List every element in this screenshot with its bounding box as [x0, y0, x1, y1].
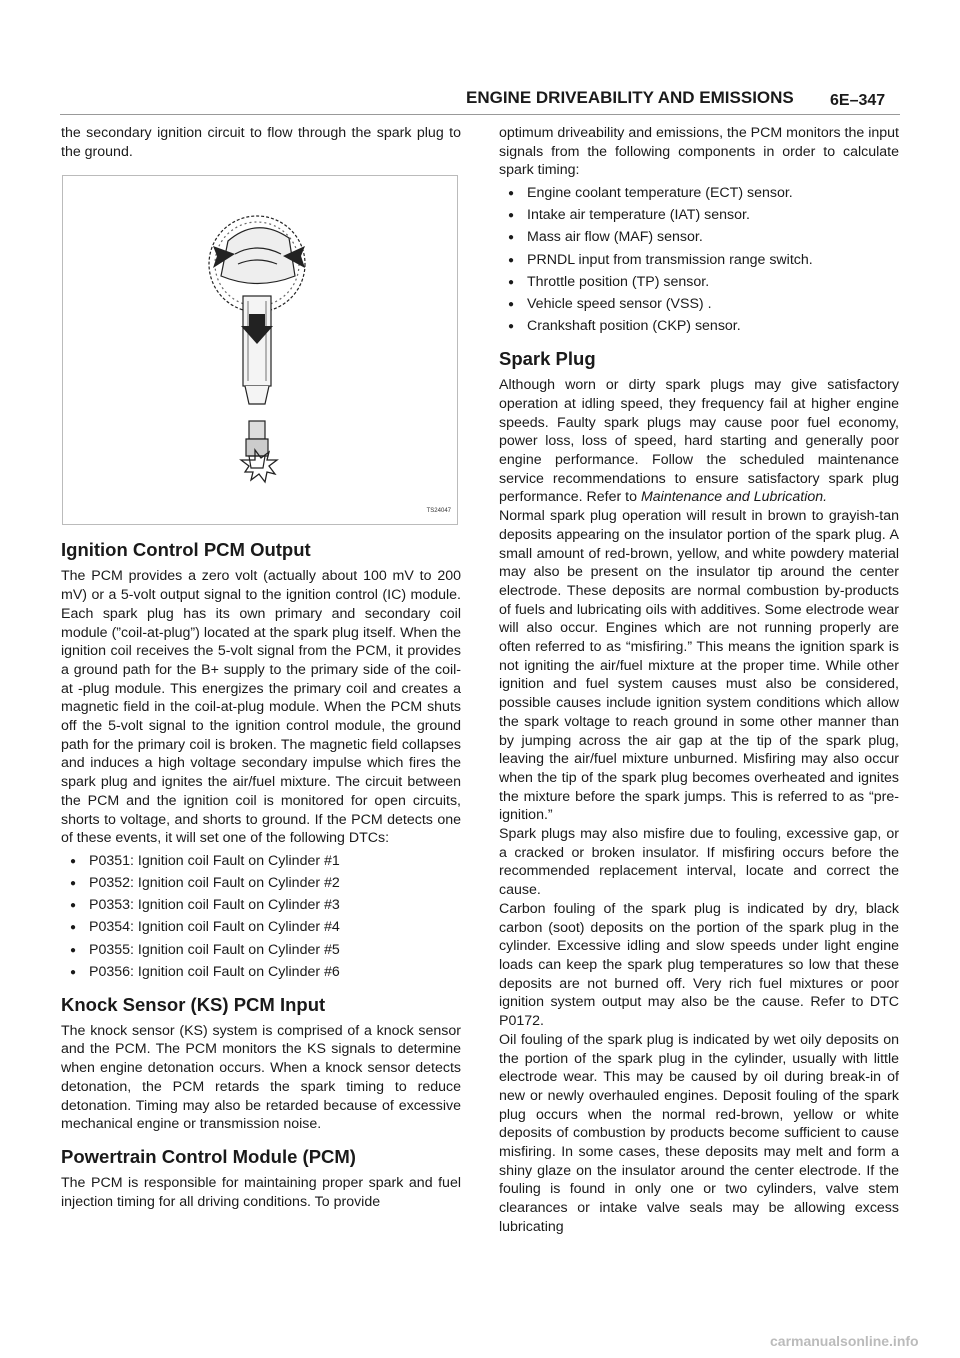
- section-title-knock-sensor: Knock Sensor (KS) PCM Input: [61, 993, 326, 1015]
- coil-at-plug-figure: [62, 175, 458, 525]
- left-column: [61, 124, 461, 1211]
- list-item: ● P0352: Ignition coil Fault on Cylinder #2: [61, 874, 461, 893]
- coil-at-plug-illustration: [63, 176, 457, 524]
- watermark: carmanualsonline.info: [770, 1333, 919, 1349]
- section-title-spark-plug: Spark Plug: [499, 348, 596, 370]
- intro-paragraph: the secondary ignition circuit to flow through the spark plug to the ground.: [61, 125, 461, 160]
- knock-sensor-body: The knock sensor (KS) system is comprised of a knock sensor and the PCM. The PCM monitors the KS signals to determine when engine detonation occurs. When a knock sensor detects detonation, the PCM retards the spark timing to reduce detonation. Timing may also be retarded because of excessive mechanical engine or transmission noise.: [61, 1022, 461, 1133]
- spark-plug-paragraph-4: Carbon fouling of the spark plug is indicated by dry, black carbon (soot) deposits on the portion of the spark plug in the cylinder. Excessive idling and slow speeds under light engine loads can keep the spark plug temperatures so low that these deposits are not burned off. Very rich fuel mixtures or poor ignition system output may also be the cause. Refer to DTC P0172.: [499, 900, 899, 1030]
- dtc-list: [61, 852, 461, 982]
- ignition-control-body: The PCM provides a zero volt (actually about 100 mV to 200 mV) or a 5-volt output signal to the ignition control (IC) module. Each spark plug has its own primary and secondary coil module (”coil-at-plug”) located at the spark plug itself. When the ignition coil receives the 5-volt signal from the PCM, it provides a ground path for the B+ supply to the primary side of the coil-at -plug module. This energizes the primary coil and creates a magnetic field in the coil-at-plug module. When the PCM shuts off the 5-volt signal to the ignition control module, the ground path for the primary coil is broken. The magnetic field collapses and induces a high voltage secondary impulse which fires the spark plug and ignites the air/fuel mixture. The circuit between the PCM and the ignition coil is monitored for open circuits, shorts to voltage, and shorts to ground. If the PCM detects one of these events, it will set one of the following DTCs:: [61, 568, 461, 847]
- spark-plug-paragraph-5: Oil fouling of the spark plug is indicated by wet oily deposits on the portion of the spark plug in the cylinder, usually with little electrode wear. This may be caused by oil during break-in of new or newly overhauled engines. Deposit fouling of the spark plug occurs when the normal red-brown, yellow or white deposits of combustion by products become sufficient to cause misfiring. In some cases, these deposits may melt and form a shiny glaze on the insulator around the center electrode. If the fouling is found in only one or two cylinders, valve stem clearances or intake valve seals may be allowing excess lubricating: [499, 1031, 899, 1235]
- spark-plug-paragraph-1: [499, 376, 899, 507]
- header-rule: [60, 114, 900, 115]
- list-item: ● P0354: Ignition coil Fault on Cylinder #4: [61, 918, 461, 937]
- figure-id: TS24047: [426, 507, 451, 514]
- list-item: ● Intake air temperature (IAT) sensor.: [499, 206, 899, 225]
- input-list: [499, 184, 899, 336]
- pcm-body: The PCM is responsible for maintaining proper spark and fuel injection timing for all driving conditions. To provide: [61, 1174, 461, 1210]
- list-item: ● P0355: Ignition coil Fault on Cylinder #5: [61, 941, 461, 960]
- list-item: ● PRNDL input from transmission range switch.: [499, 251, 899, 270]
- spark-plug-text: Although worn or dirty spark plugs may give satisfactory operation at idling speed, they frequency fail at higher engine speeds. Faulty spark plugs may cause poor fuel economy, power loss, loss of speed, hard starting and generally poor engine performance. Follow the scheduled maintenance service recommendations to ensure satisfactory spark plug performance. Refer to: [499, 377, 899, 506]
- section-title-pcm: Powertrain Control Module (PCM): [61, 1145, 356, 1167]
- right-column: [499, 124, 899, 1237]
- list-item: ● Engine coolant temperature (ECT) sensor.: [499, 184, 899, 203]
- spark-plug-paragraph-3: Spark plugs may also misfire due to fouling, excessive gap, or a cracked or broken insulator. If misfiring occurs before the recommended replacement interval, locate and correct the cause.: [499, 826, 899, 899]
- list-item: ● P0351: Ignition coil Fault on Cylinder #1: [61, 852, 461, 871]
- list-item: ● P0353: Ignition coil Fault on Cylinder #3: [61, 896, 461, 915]
- page-number: 6E–347: [830, 92, 886, 109]
- list-item: ● Throttle position (TP) sensor.: [499, 273, 899, 292]
- spark-plug-paragraph-2: Normal spark plug operation will result in brown to grayish-tan deposits appearing on the insulator portion of the spark plug. A small amount of red-brown, yellow, and white powdery material may also be present on the insulator tip around the center electrode. These deposits are normal combustion by-products of fuels and lubricating oils with additives. Some electrode wear will also occur. Engines which are not running properly are often referred to as “misfiring.” This means the ignition spark is not igniting the air/fuel mixture at the proper time. While other ignition and fuel system causes must also be considered, possible causes include ignition system conditions which allow the spark voltage to reach ground in some other manner than by jumping across the air gap at the tip of the spark plug, leaving the air/fuel mixture unburned. Misfiring may also occur when the tip of the spark plug becomes overheated and ignites the mixture before the spark jumps. This is referred to as “pre-ignition.”: [499, 508, 899, 824]
- list-item: ● P0356: Ignition coil Fault on Cylinder #6: [61, 963, 461, 982]
- list-item: ● Vehicle speed sensor (VSS) .: [499, 295, 899, 314]
- list-item: ● Mass air flow (MAF) sensor.: [499, 228, 899, 247]
- cross-reference: Maintenance and Lubrication.: [640, 489, 828, 506]
- section-title-ignition-control: Ignition Control PCM Output: [61, 539, 311, 561]
- running-header: ENGINE DRIVEABILITY AND EMISSIONS: [466, 88, 794, 107]
- list-item: ● Crankshaft position (CKP) sensor.: [499, 317, 899, 336]
- pcm-body-continued: optimum driveability and emissions, the PCM monitors the input signals from the following components in order to calculate spark timing:: [499, 125, 899, 179]
